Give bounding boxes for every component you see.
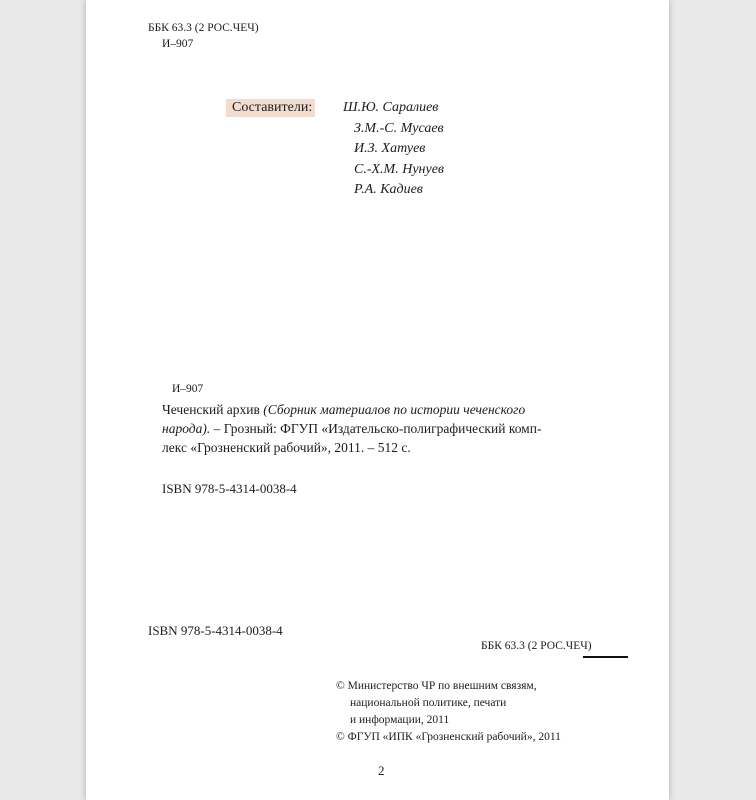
compiler-name: Ш.Ю. Саралиев xyxy=(343,100,439,115)
catalog-subtitle-end: народа). xyxy=(162,421,211,436)
catalog-index: И–907 xyxy=(172,383,204,395)
catalog-line-1 xyxy=(162,400,525,419)
catalog-publisher: – Грозный: ФГУП «Издательско-полиграфический комп- xyxy=(210,421,542,436)
catalog-line-2 xyxy=(162,419,541,438)
compiler-name: И.З. Хатуев xyxy=(354,141,426,156)
footer-isbn: ISBN 978-5-4314-0038-4 xyxy=(148,623,283,638)
catalog-line-3: лекс «Грозненский рабочий», 2011. – 512 с. xyxy=(162,440,411,455)
bbk-code-header: ББК 63.3 (2 РОС.ЧЕЧ) xyxy=(148,22,259,34)
document-page xyxy=(86,0,669,800)
catalog-title: Чеченский архив xyxy=(162,402,264,417)
compiler-name: З.М.-С. Мусаев xyxy=(354,121,444,136)
copyright-line: национальной политике, печати xyxy=(350,697,507,709)
compilers-label: Составители: xyxy=(226,99,315,117)
copyright-line: © Министерство ЧР по внешним связям, xyxy=(336,680,537,692)
copyright-line: и информации, 2011 xyxy=(350,714,450,726)
catalog-subtitle: (Сборник материалов по истории чеченского xyxy=(263,402,526,417)
compiler-name: Р.А. Кадиев xyxy=(354,182,423,197)
copyright-line: © ФГУП «ИПК «Грозненский рабочий», 2011 xyxy=(336,731,561,743)
handwritten-underline xyxy=(583,656,628,658)
index-code-header: И–907 xyxy=(162,38,194,50)
page-number: 2 xyxy=(378,763,385,778)
footer-bbk-code: ББК 63.3 (2 РОС.ЧЕЧ) xyxy=(481,640,592,652)
catalog-isbn: ISBN 978-5-4314-0038-4 xyxy=(162,481,297,496)
compiler-name: С.-Х.М. Нунуев xyxy=(354,162,444,177)
